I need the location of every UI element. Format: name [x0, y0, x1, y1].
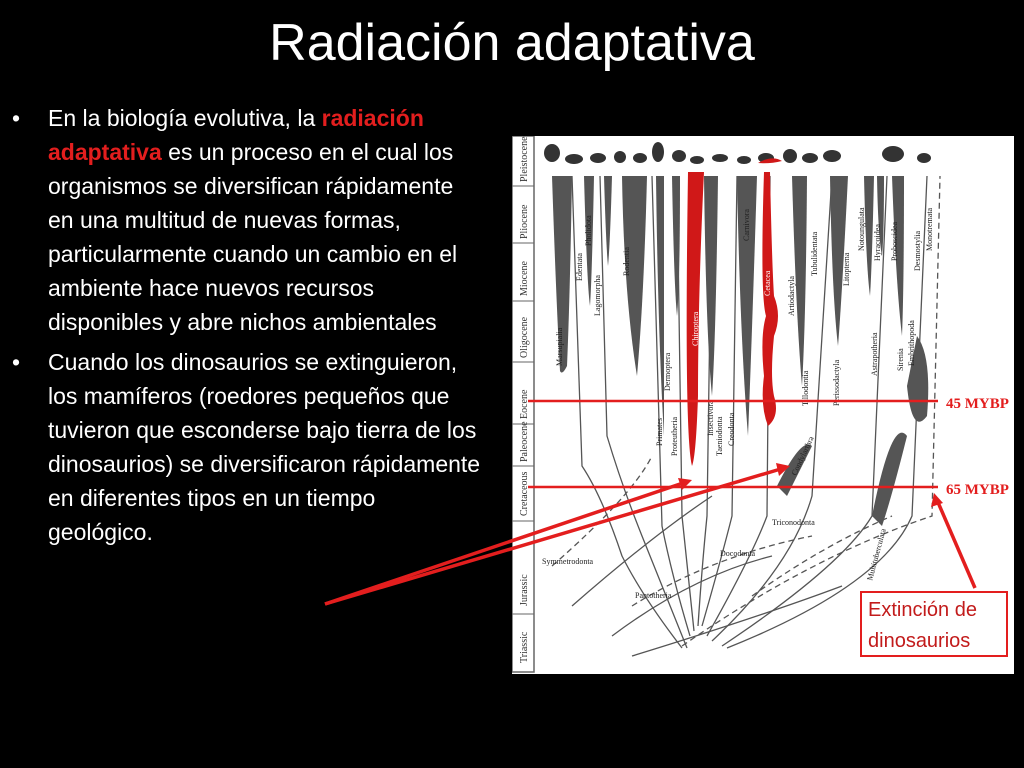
group-label: Lagomorpha	[593, 275, 602, 316]
group-label: Condylarthra	[789, 434, 816, 477]
callout-line: Extinción de	[868, 599, 977, 621]
marker-label-45: 45 MYBP	[946, 396, 1009, 412]
group-label: Dermoptera	[663, 352, 672, 391]
group-label: Edentata	[575, 253, 584, 281]
marker-label-65: 65 MYBP	[946, 482, 1009, 498]
group-label: Tillodontia	[801, 370, 810, 406]
arrow-line	[325, 468, 784, 604]
group-label: Multituberculata	[865, 527, 888, 582]
group-label: Taeniodonta	[715, 416, 724, 456]
arrow-line	[325, 482, 686, 604]
arrowhead-icon	[931, 493, 943, 507]
era-label: Triassic	[519, 631, 530, 663]
bullet-dot: •	[12, 105, 21, 131]
slide-title: Radiación adaptativa	[269, 14, 755, 72]
arrows	[325, 463, 975, 604]
group-label: Notoungulata	[857, 207, 866, 251]
era-label: Pliocene	[519, 204, 530, 239]
group-label: Embrithopoda	[907, 320, 916, 366]
group-label: Cetacea	[763, 270, 772, 296]
arrow-line	[937, 500, 975, 588]
group-label: Primates	[655, 418, 664, 446]
group-label: Insectivora	[706, 400, 715, 436]
era-label: Jurassic	[519, 574, 530, 606]
group-label: Creodonta	[727, 412, 736, 446]
group-label: Tubulidentata	[810, 231, 819, 276]
group-label: Sirenia	[896, 348, 905, 371]
group-label: Astrapotheria	[870, 332, 879, 376]
group-label: Rodentia	[622, 247, 631, 276]
group-label: Proteutheria	[670, 416, 679, 456]
era-label: Pleistocene	[519, 136, 530, 182]
bullet-text-start: En la biología evolutiva, la	[48, 105, 322, 131]
group-label: Desmostylia	[913, 231, 922, 271]
bullet-dot: •	[12, 349, 21, 375]
ancestor-label: Symmetrodonta	[542, 557, 594, 566]
group-label: Perissodactyla	[832, 359, 841, 406]
bullet-text-end: es un proceso en el cual los organismos se diversifican rápidamente en una multitud de nuevas formas, particularmente cuando un cambio en el ambiente hace nuevos recursos disponibles y abre nichos ambientales	[48, 139, 458, 335]
callout-line: dinosaurios	[868, 630, 971, 652]
arrowhead-icon	[776, 463, 790, 476]
highlight-term: radiación adaptativa	[48, 105, 424, 165]
ancestor-label: Triconodonta	[772, 518, 815, 527]
ancestor-label: Pantotheria	[635, 591, 672, 600]
era-label: Paleocene	[519, 421, 530, 462]
era-label: Oligocene	[519, 316, 530, 358]
era-label: Miocene	[519, 261, 530, 296]
era-label: Eocene	[519, 389, 530, 419]
group-label: Artiodactyla	[787, 276, 796, 316]
group-label: Pholidota	[584, 215, 593, 246]
group-label: Litopterna	[842, 252, 851, 286]
group-label: Carnivora	[742, 209, 751, 241]
group-label: Proboscidea	[890, 221, 899, 261]
group-label: Monotremata	[925, 207, 934, 251]
era-label: Cretaceous	[519, 471, 530, 516]
ancestor-label: Docodonta	[720, 549, 756, 558]
group-label: Hyracoidea	[873, 224, 882, 261]
extinction-callout	[860, 591, 1008, 657]
bullet-text: Cuando los dinosaurios se extinguieron, los mamíferos (roedores pequeños que tuvieron que esconderse bajo tierra de los dinosaurios) se diversificaron rápidamente en diferentes tipos en un tiempo geológico.	[48, 349, 481, 545]
group-label: Marsupialia	[555, 327, 564, 366]
group-label: Chiroptera	[691, 311, 700, 346]
